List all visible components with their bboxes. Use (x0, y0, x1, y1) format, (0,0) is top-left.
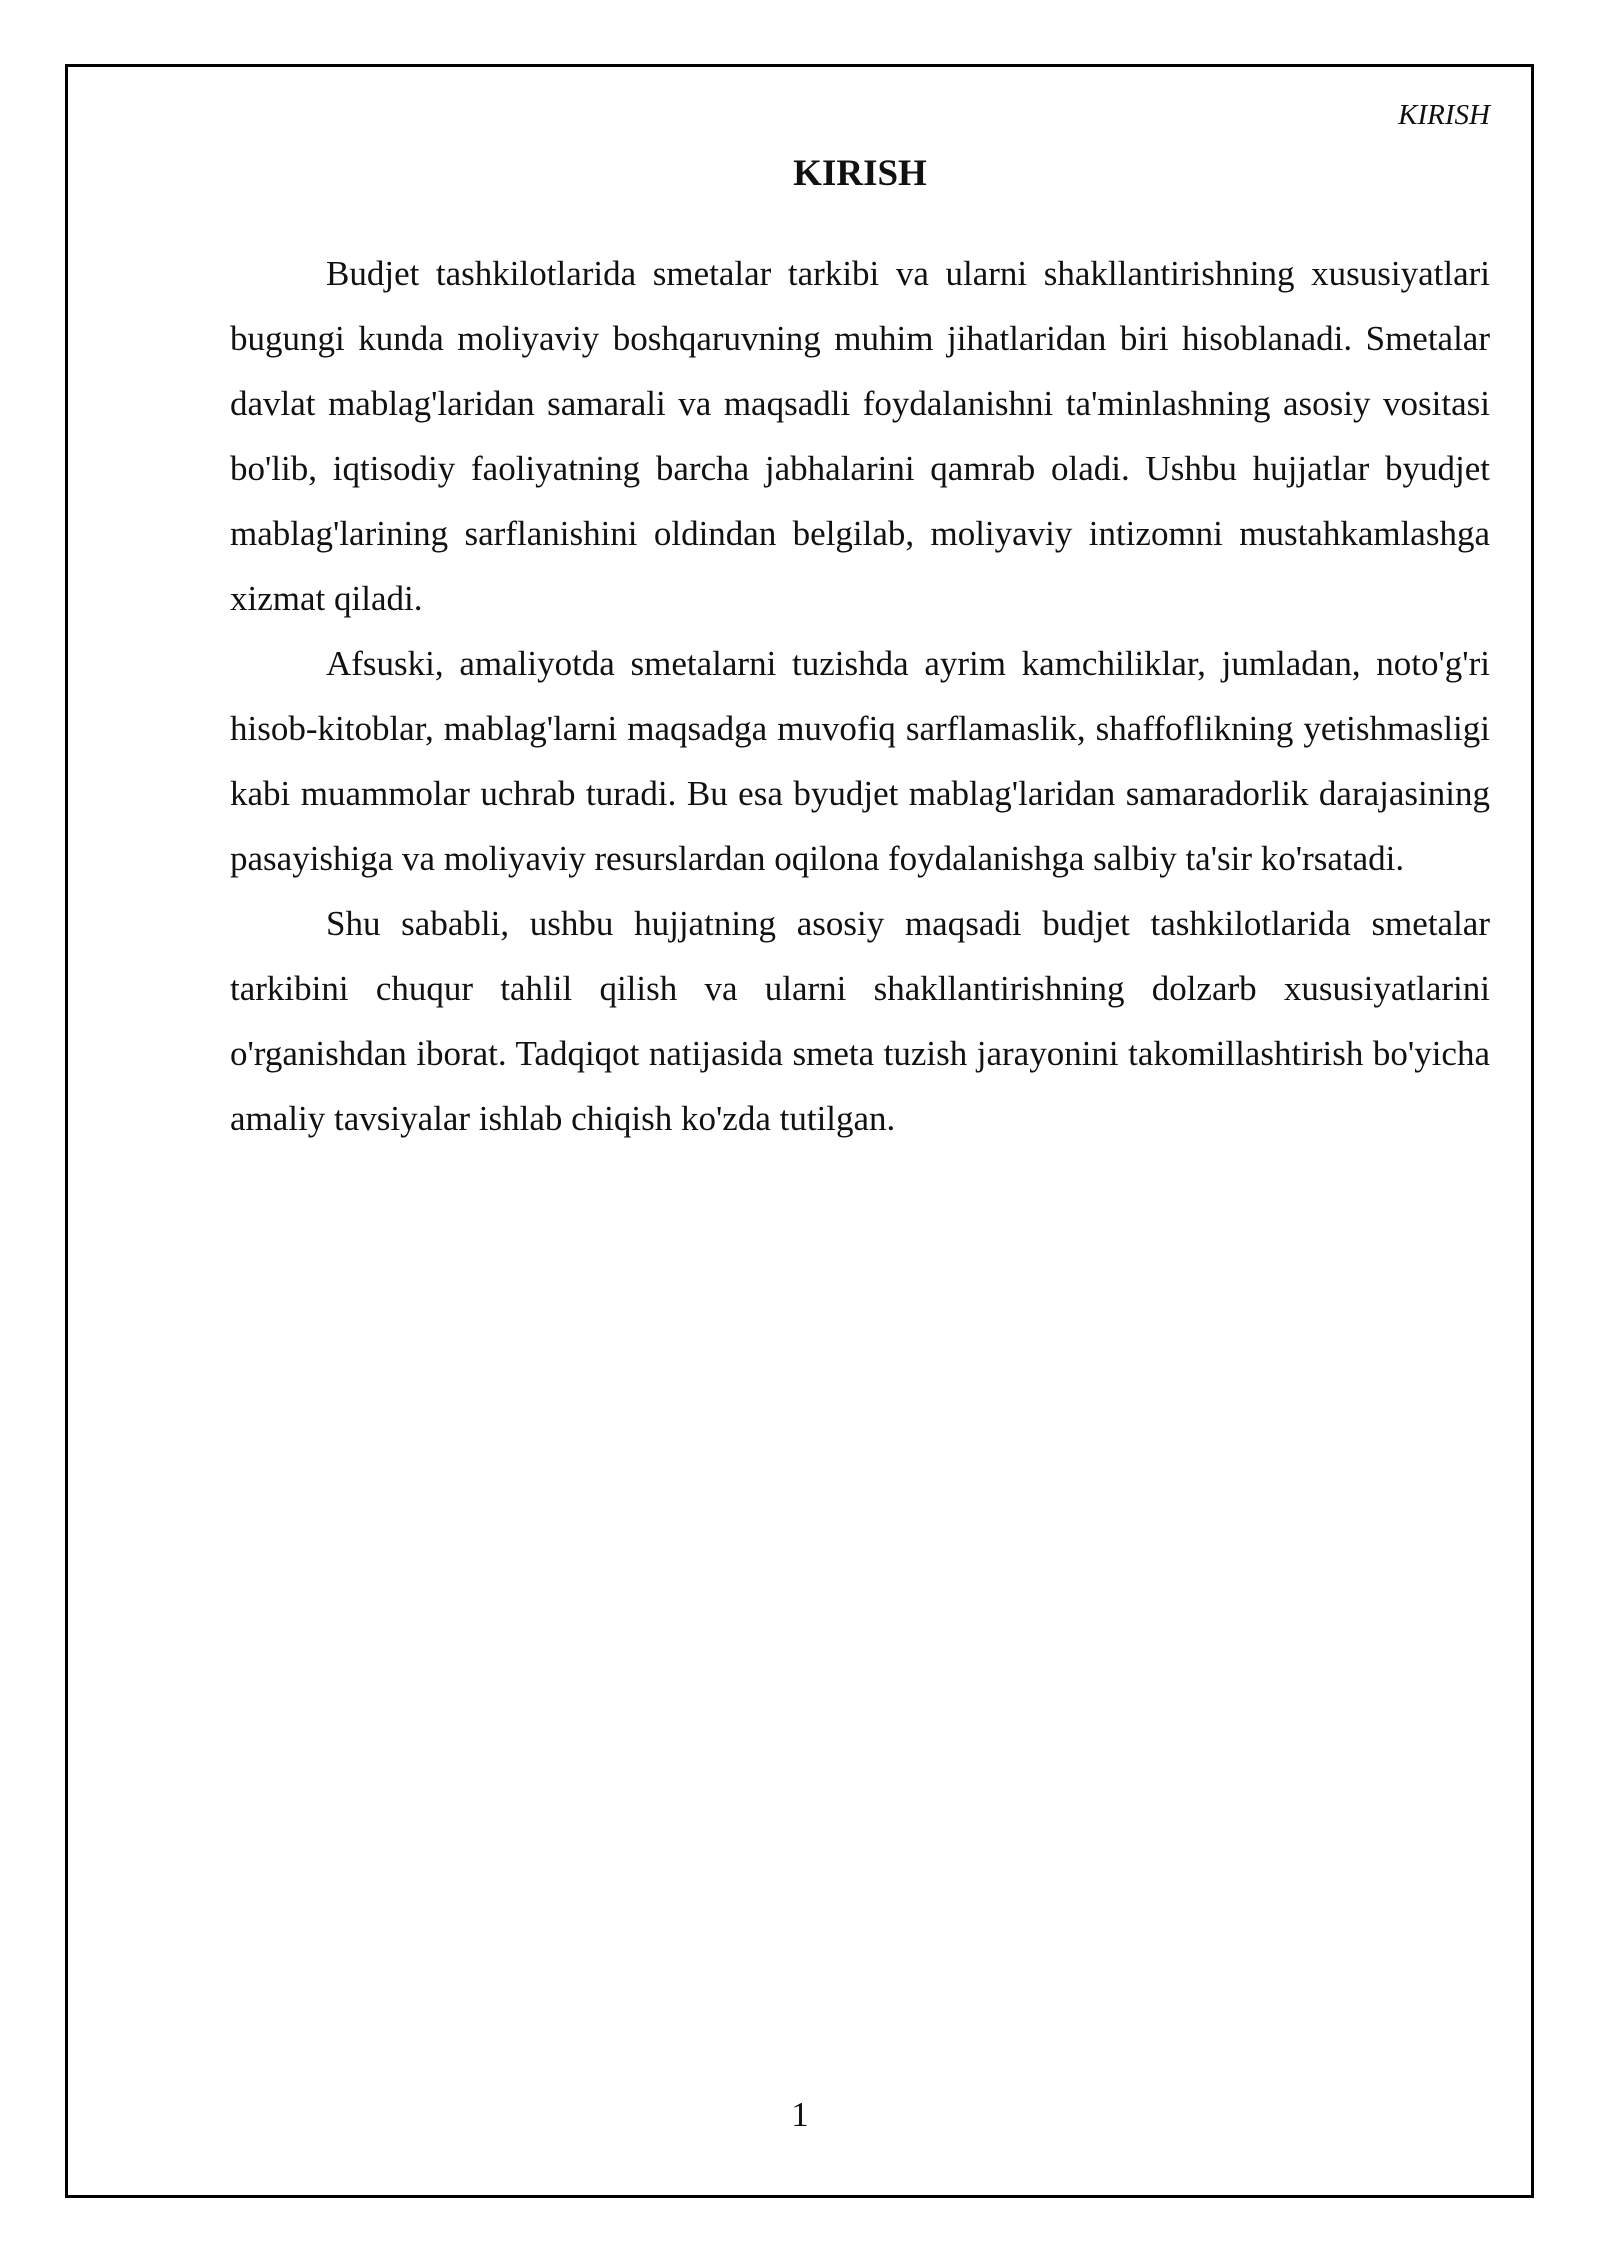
paragraph: Budjet tashkilotlarida smetalar tarkibi va ularni shakllantirishning xususiyatlari bugungi kunda moliyaviy boshqaruvning muhim jihatlaridan biri hisoblanadi. Smetalar davlat mablag'laridan samarali va maqsadli foydalanishni ta'minlashning asosiy vositasi bo'lib, iqtisodiy faoliyatning barcha jabhalarini qamrab oladi. Ushbu hujjatlar byudjet mablag'larining sarflanishini oldindan belgilab, moliyaviy intizomni mustahkamlashga xizmat qiladi. (230, 254, 1490, 618)
document-body (230, 241, 1490, 1151)
paragraph: Shu sababli, ushbu hujjatning asosiy maqsadi budjet tashkilotlarida smetalar tarkibini chuqur tahlil qilish va ularni shakllantirishning dolzarb xususiyatlarini o'rganishdan iborat. Tadqiqot natijasida smeta tuzish jarayonini takomillashtirish bo'yicha amaliy tavsiyalar ishlab chiqish ko'zda tutilgan. (230, 904, 1490, 1138)
running-header: KIRISH (1398, 99, 1490, 131)
paragraph: Afsuski, amaliyotda smetalarni tuzishda ayrim kamchiliklar, jumladan, noto'g'ri hisob-kitoblar, mablag'larni maqsadga muvofiq sarflamaslik, shaffoflikning yetishmasligi kabi muammolar uchrab turadi. Bu esa byudjet mablag'laridan samaradorlik darajasining pasayishiga va moliyaviy resurslardan oqilona foydalanishga salbiy ta'sir ko'rsatadi. (230, 644, 1490, 878)
document-title: KIRISH (793, 153, 927, 194)
page-number: 1 (791, 2095, 809, 2134)
